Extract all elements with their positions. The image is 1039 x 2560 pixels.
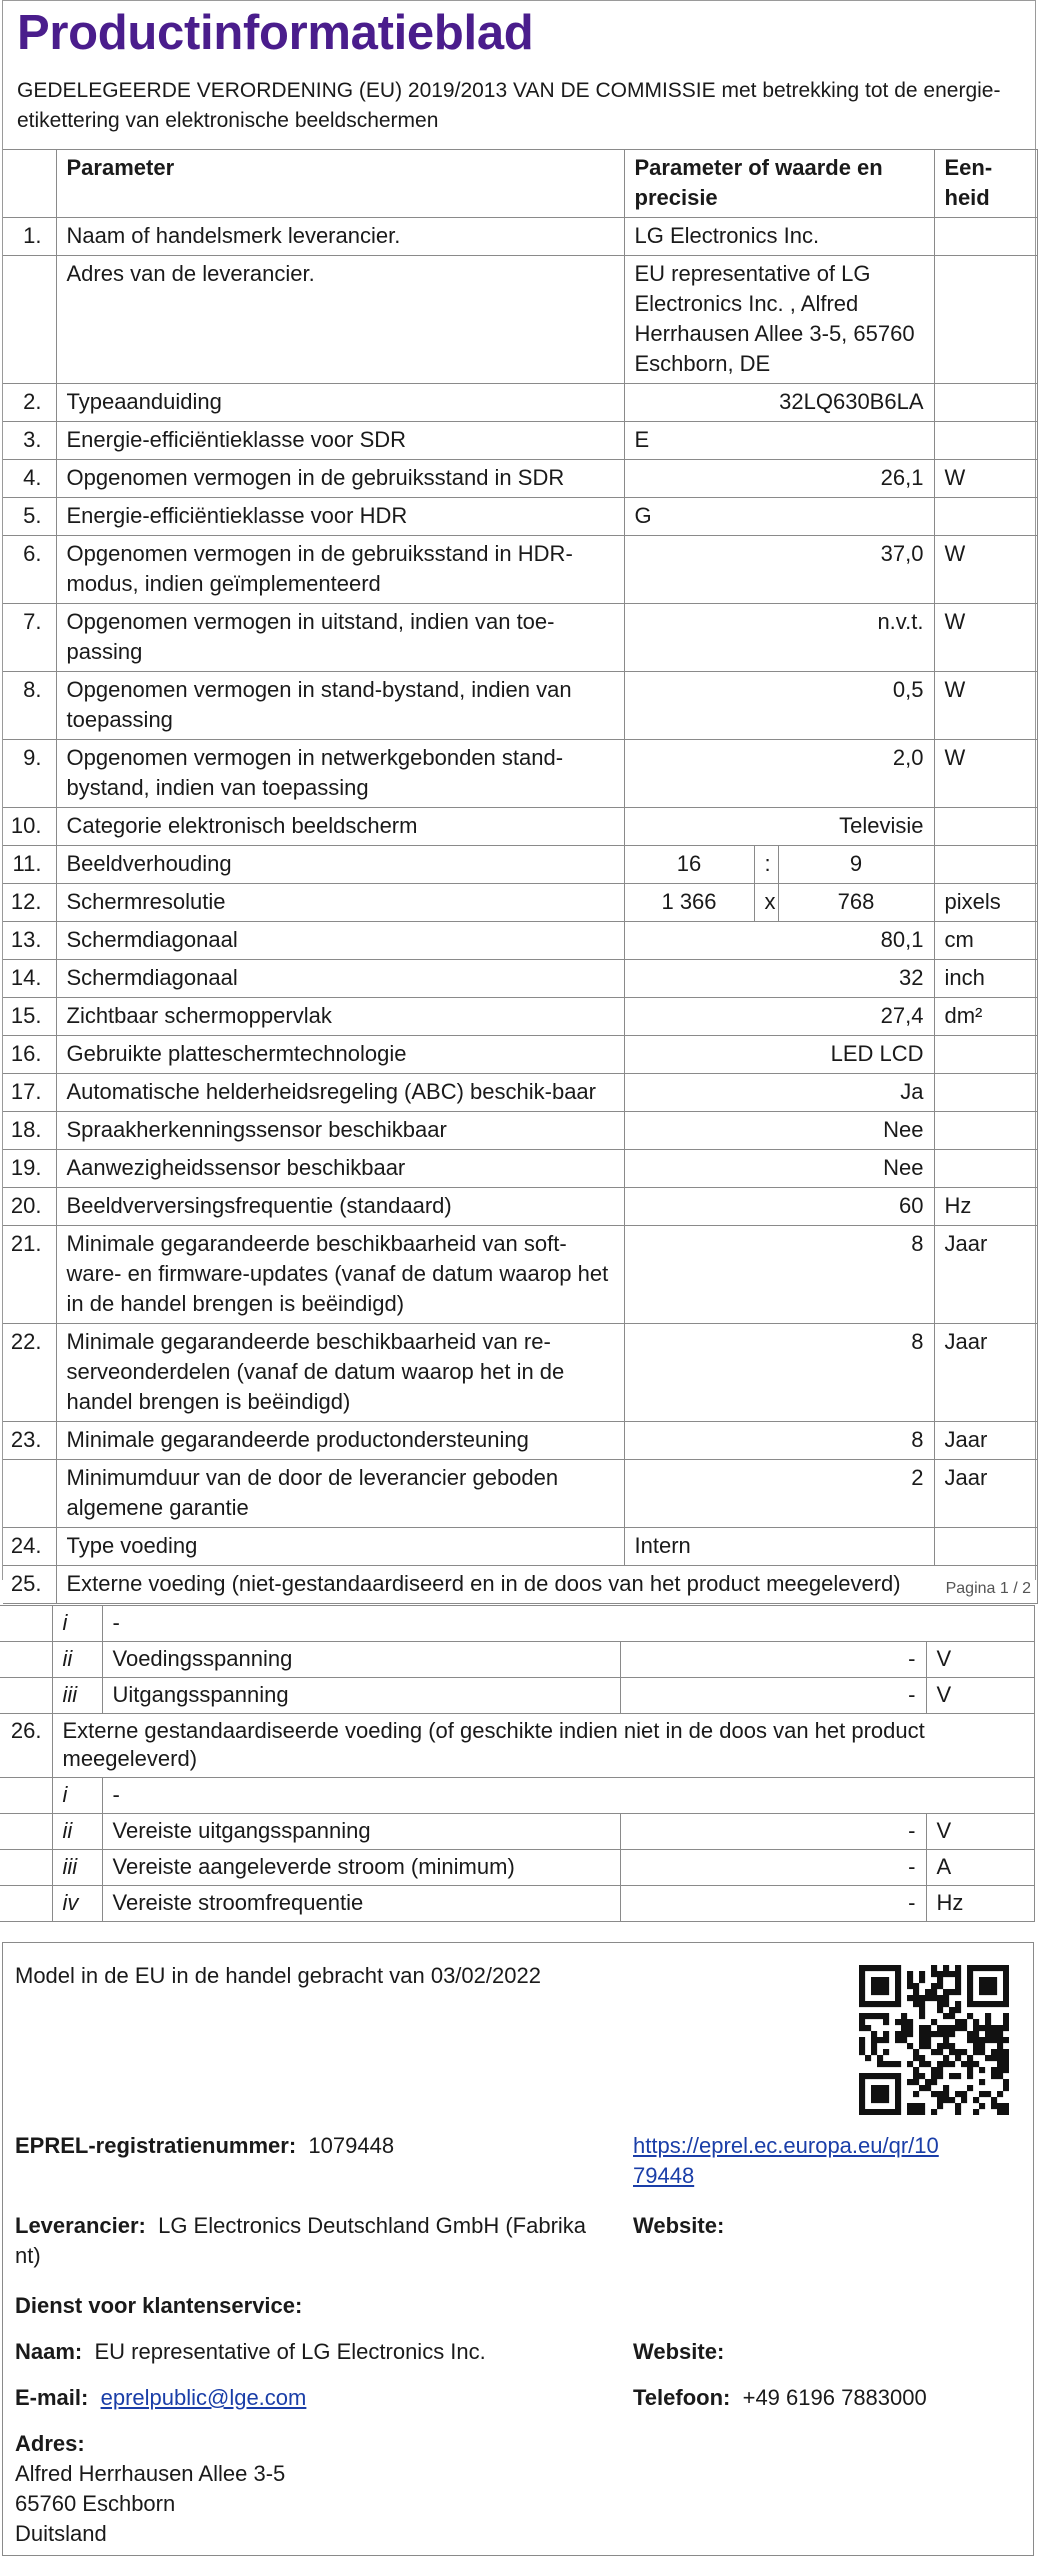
row-parameter: Energie-efficiëntieklasse voor SDR (56, 422, 624, 460)
row-parameter: Beeldverhouding (56, 846, 624, 884)
row-number: 5. (3, 498, 56, 536)
table-row (3, 740, 1037, 808)
row-unit: Jaar (934, 1226, 1037, 1324)
row-parameter: Opgenomen vermogen in de gebruiksstand in HDR-modus, indien geïmplementeerd (56, 536, 624, 604)
row-unit (934, 256, 1037, 384)
row-parameter: Opgenomen vermogen in uitstand, indien van toe-passing (56, 604, 624, 672)
sub-row-label: - (102, 1606, 1034, 1642)
row-value: 0,5 (624, 672, 934, 740)
page-title: Productinformatieblad (17, 6, 534, 60)
row-parameter: Minimale gegarandeerde productondersteuning (56, 1422, 624, 1460)
row-unit: Jaar (934, 1460, 1037, 1528)
service-name (15, 2337, 486, 2367)
row-unit: W (934, 604, 1037, 672)
row-value-b: 9 (778, 846, 934, 884)
table-row (3, 1112, 1037, 1150)
phone-value: +49 6196 7883000 (742, 2385, 927, 2410)
row-parameter: Gebruikte platteschermtechnologie (56, 1036, 624, 1074)
row-parameter: Externe gestandaardiseerde voeding (of geschikte indien niet in de doos van het product meegeleverd) (52, 1714, 1034, 1778)
row-parameter: Typeaanduiding (56, 384, 624, 422)
row-unit: cm (934, 922, 1037, 960)
header-num-cell (3, 150, 56, 218)
row-unit: Hz (934, 1188, 1037, 1226)
row-parameter: Aanwezigheidssensor beschikbaar (56, 1150, 624, 1188)
phone-label: Telefoon: (633, 2385, 731, 2410)
page-number: Pagina 1 / 2 (945, 1580, 1031, 1597)
table-row (3, 1074, 1037, 1112)
supplier-website-label: Website: (633, 2213, 725, 2238)
table-row (3, 1150, 1037, 1188)
row-value: 60 (624, 1188, 934, 1226)
sub-row-value: - (620, 1814, 926, 1850)
sub-row-roman: ii (52, 1642, 102, 1678)
sub-row-value: - (620, 1678, 926, 1714)
row-value: n.v.t. (624, 604, 934, 672)
table-row (3, 1226, 1037, 1324)
row-unit (934, 218, 1037, 256)
row-unit: pixels (934, 884, 1037, 922)
table-row (3, 846, 1037, 884)
sub-row-label: Vereiste aangeleverde stroom (minimum) (102, 1850, 620, 1886)
row-unit (934, 846, 1037, 884)
table-row (3, 960, 1037, 998)
sub-row-indent (0, 1850, 52, 1886)
row-parameter: Minimale gegarandeerde beschikbaarheid van soft-ware- en firmware-updates (vanaf de datum waarop het in de handel brengen is beëindigd) (56, 1226, 624, 1324)
row-number: 25. (3, 1566, 56, 1604)
row-unit (934, 1074, 1037, 1112)
row-value: Televisie (624, 808, 934, 846)
row-parameter: Schermdiagonaal (56, 960, 624, 998)
sub-row-roman: i (52, 1778, 102, 1814)
row-number: 2. (3, 384, 56, 422)
row-unit: W (934, 536, 1037, 604)
sub-row-label: Vereiste stroomfrequentie (102, 1886, 620, 1922)
row-value: Nee (624, 1112, 934, 1150)
row-number: 22. (3, 1324, 56, 1422)
row-unit: W (934, 460, 1037, 498)
row-number: 17. (3, 1074, 56, 1112)
parameter-table (3, 149, 1038, 1604)
sub-row-indent (0, 1778, 52, 1814)
email-link[interactable]: eprelpublic@lge.com (100, 2385, 307, 2410)
table-row (3, 1324, 1037, 1422)
qr-code-icon[interactable] (859, 1965, 1009, 2115)
row-number: 23. (3, 1422, 56, 1460)
row-unit (934, 498, 1037, 536)
row-number: 15. (3, 998, 56, 1036)
row-unit: W (934, 672, 1037, 740)
sub-row-unit: A (926, 1850, 1034, 1886)
row-parameter: Zichtbaar schermoppervlak (56, 998, 624, 1036)
address-label: Adres: (15, 2431, 85, 2456)
table-row (3, 1460, 1037, 1528)
row-value-a: 1 366 (624, 884, 754, 922)
sub-row-roman: iii (52, 1850, 102, 1886)
table-header-row (3, 150, 1037, 218)
service-name-label: Naam: (15, 2339, 83, 2364)
row-unit (934, 1036, 1037, 1074)
row-value: LG Electronics Inc. (624, 218, 934, 256)
row-number: 18. (3, 1112, 56, 1150)
row-number: 24. (3, 1528, 56, 1566)
row-unit (934, 384, 1037, 422)
row-number: 26. (0, 1714, 52, 1778)
row-number: 19. (3, 1150, 56, 1188)
eprel-reg-value: 1079448 (308, 2133, 395, 2158)
row-value: 80,1 (624, 922, 934, 960)
row-parameter: Spraakherkenningssensor beschikbaar (56, 1112, 624, 1150)
table-row (3, 672, 1037, 740)
sub-row-roman: iii (52, 1678, 102, 1714)
sub-row-unit: Hz (926, 1886, 1034, 1922)
row-parameter: Schermresolutie (56, 884, 624, 922)
row-number: 4. (3, 460, 56, 498)
row-value-b: 768 (778, 884, 934, 922)
table-row (3, 218, 1037, 256)
email-label: E-mail: (15, 2385, 89, 2410)
table-row (3, 1188, 1037, 1226)
row-value: 26,1 (624, 460, 934, 498)
row-number: 1. (3, 218, 56, 256)
sub-row-label: Vereiste uitgangsspanning (102, 1814, 620, 1850)
row-value-a: 16 (624, 846, 754, 884)
supplier (15, 2211, 586, 2271)
row-parameter: Externe voeding (niet-gestandaardiseerd en in de doos van het product meegeleverd) (56, 1566, 1037, 1604)
row-number (3, 256, 56, 384)
row-value-separator: x (754, 884, 778, 922)
row-value: Ja (624, 1074, 934, 1112)
power-supply-table (0, 1605, 1035, 1922)
row-unit (934, 1528, 1037, 1566)
sub-row-value: - (620, 1886, 926, 1922)
eprel-box (2, 1942, 1034, 2556)
header-parameter: Parameter (56, 150, 624, 218)
sub-row-indent (0, 1678, 52, 1714)
sub-row-label: - (102, 1778, 1034, 1814)
sub-row (0, 1814, 1034, 1850)
address-line-3: Duitsland (15, 2521, 107, 2546)
row-value: Nee (624, 1150, 934, 1188)
sub-row-indent (0, 1642, 52, 1678)
row-number: 20. (3, 1188, 56, 1226)
row-number: 6. (3, 536, 56, 604)
row-unit: Jaar (934, 1324, 1037, 1422)
row-parameter: Minimale gegarandeerde beschikbaarheid van re-serveonderdelen (vanaf de datum waarop het in de handel brengen is beëindigd) (56, 1324, 624, 1422)
table-row (3, 384, 1037, 422)
row-parameter: Categorie elektronisch beeldscherm (56, 808, 624, 846)
row-value: 2 (624, 1460, 934, 1528)
sub-row-indent (0, 1886, 52, 1922)
table-row (3, 998, 1037, 1036)
table-row (3, 604, 1037, 672)
page-subtitle: GEDELEGEERDE VERORDENING (EU) 2019/2013 VAN DE COMMISSIE met betrekking tot de energie-etikettering van elektronische beeldschermen (17, 79, 1001, 132)
row-unit: W (934, 740, 1037, 808)
table-row (3, 498, 1037, 536)
row-value: 27,4 (624, 998, 934, 1036)
supplier-line-1: LG Electronics Deutschland GmbH (Fabrika (158, 2213, 587, 2238)
table-row (3, 536, 1037, 604)
table-row (3, 460, 1037, 498)
table-row (3, 1528, 1037, 1566)
eprel-reg-label: EPREL-registratienummer: (15, 2133, 297, 2158)
sub-row (0, 1678, 1034, 1714)
header-value: Parameter of waarde en precisie (624, 150, 934, 218)
row-parameter: Naam of handelsmerk leverancier. (56, 218, 624, 256)
row-unit: Jaar (934, 1422, 1037, 1460)
sub-row-roman: ii (52, 1814, 102, 1850)
supplier-label: Leverancier: (15, 2213, 146, 2238)
row-parameter: Opgenomen vermogen in de gebruiksstand in SDR (56, 460, 624, 498)
row-value: 2,0 (624, 740, 934, 808)
eprel-registration (15, 2131, 394, 2161)
sub-row-value: - (620, 1850, 926, 1886)
row-value: 32 (624, 960, 934, 998)
row-parameter: Beeldverversingsfrequentie (standaard) (56, 1188, 624, 1226)
table-row-25 (3, 1566, 1037, 1604)
row-unit (934, 1150, 1037, 1188)
row-value: LED LCD (624, 1036, 934, 1074)
sub-row (0, 1778, 1034, 1814)
service-website-label: Website: (633, 2339, 725, 2364)
row-value-separator: : (754, 846, 778, 884)
supplier-line-2: nt) (15, 2243, 41, 2268)
eprel-url[interactable] (633, 2131, 939, 2191)
row-value: 8 (624, 1226, 934, 1324)
row-parameter: Opgenomen vermogen in stand-bystand, indien van toepassing (56, 672, 624, 740)
row-number: 12. (3, 884, 56, 922)
sub-row-label: Uitgangsspanning (102, 1678, 620, 1714)
row-number: 13. (3, 922, 56, 960)
row-number: 14. (3, 960, 56, 998)
row-unit: dm² (934, 998, 1037, 1036)
row-value: EU representative of LG Electronics Inc. , Alfred Herrhausen Allee 3-5, 65760 Eschborn, DE (624, 256, 934, 384)
row-number: 8. (3, 672, 56, 740)
row-unit (934, 1112, 1037, 1150)
table-row (3, 1422, 1037, 1460)
row-parameter: Energie-efficiëntieklasse voor HDR (56, 498, 624, 536)
row-value: G (624, 498, 934, 536)
row-parameter: Minimumduur van de door de leverancier geboden algemene garantie (56, 1460, 624, 1528)
row-value: 37,0 (624, 536, 934, 604)
row-number: 16. (3, 1036, 56, 1074)
sub-row-roman: iv (52, 1886, 102, 1922)
service-email (15, 2383, 306, 2413)
table-row (3, 808, 1037, 846)
row-parameter: Adres van de leverancier. (56, 256, 624, 384)
row-number: 3. (3, 422, 56, 460)
row-value: E (624, 422, 934, 460)
table-row (3, 922, 1037, 960)
model-date-text: Model in de EU in de handel gebracht van 03/02/2022 (15, 1963, 541, 1988)
row-parameter: Schermdiagonaal (56, 922, 624, 960)
table-row (3, 1036, 1037, 1074)
sub-row (0, 1606, 1034, 1642)
customer-service-label: Dienst voor klantenservice: (15, 2293, 303, 2318)
eprel-url-line-2[interactable]: 79448 (633, 2163, 695, 2188)
row-parameter: Type voeding (56, 1528, 624, 1566)
row-unit (934, 808, 1037, 846)
row-parameter: Opgenomen vermogen in netwerkgebonden stand-bystand, indien van toepassing (56, 740, 624, 808)
row-unit: inch (934, 960, 1037, 998)
row-number: 21. (3, 1226, 56, 1324)
table-row (3, 884, 1037, 922)
row-value: 8 (624, 1422, 934, 1460)
row-number (3, 1460, 56, 1528)
row-number: 7. (3, 604, 56, 672)
row-value: 8 (624, 1324, 934, 1422)
row-number: 9. (3, 740, 56, 808)
sub-row-label: Voedingsspanning (102, 1642, 620, 1678)
table-row (3, 422, 1037, 460)
sub-row-roman: i (52, 1606, 102, 1642)
row-unit (934, 422, 1037, 460)
sub-row (0, 1850, 1034, 1886)
row-parameter: Automatische helderheidsregeling (ABC) beschik-baar (56, 1074, 624, 1112)
sub-row-unit: V (926, 1814, 1034, 1850)
sub-row-indent (0, 1606, 52, 1642)
service-name-value: EU representative of LG Electronics Inc. (94, 2339, 486, 2364)
eprel-url-line-1[interactable]: https://eprel.ec.europa.eu/qr/10 (633, 2133, 939, 2158)
service-phone (633, 2383, 927, 2413)
table-row-26 (0, 1714, 1034, 1778)
sub-row-indent (0, 1814, 52, 1850)
sub-row-unit: V (926, 1642, 1034, 1678)
table-row (3, 256, 1037, 384)
sub-row (0, 1886, 1034, 1922)
sub-row (0, 1642, 1034, 1678)
address-line-1: Alfred Herrhausen Allee 3-5 (15, 2461, 286, 2486)
row-number: 10. (3, 808, 56, 846)
row-value: 32LQ630B6LA (624, 384, 934, 422)
sub-row-unit: V (926, 1678, 1034, 1714)
row-number: 11. (3, 846, 56, 884)
address-line-2: 65760 Eschborn (15, 2491, 176, 2516)
header-unit: Een-heid (934, 150, 1037, 218)
sub-row-value: - (620, 1642, 926, 1678)
row-value: Intern (624, 1528, 934, 1566)
